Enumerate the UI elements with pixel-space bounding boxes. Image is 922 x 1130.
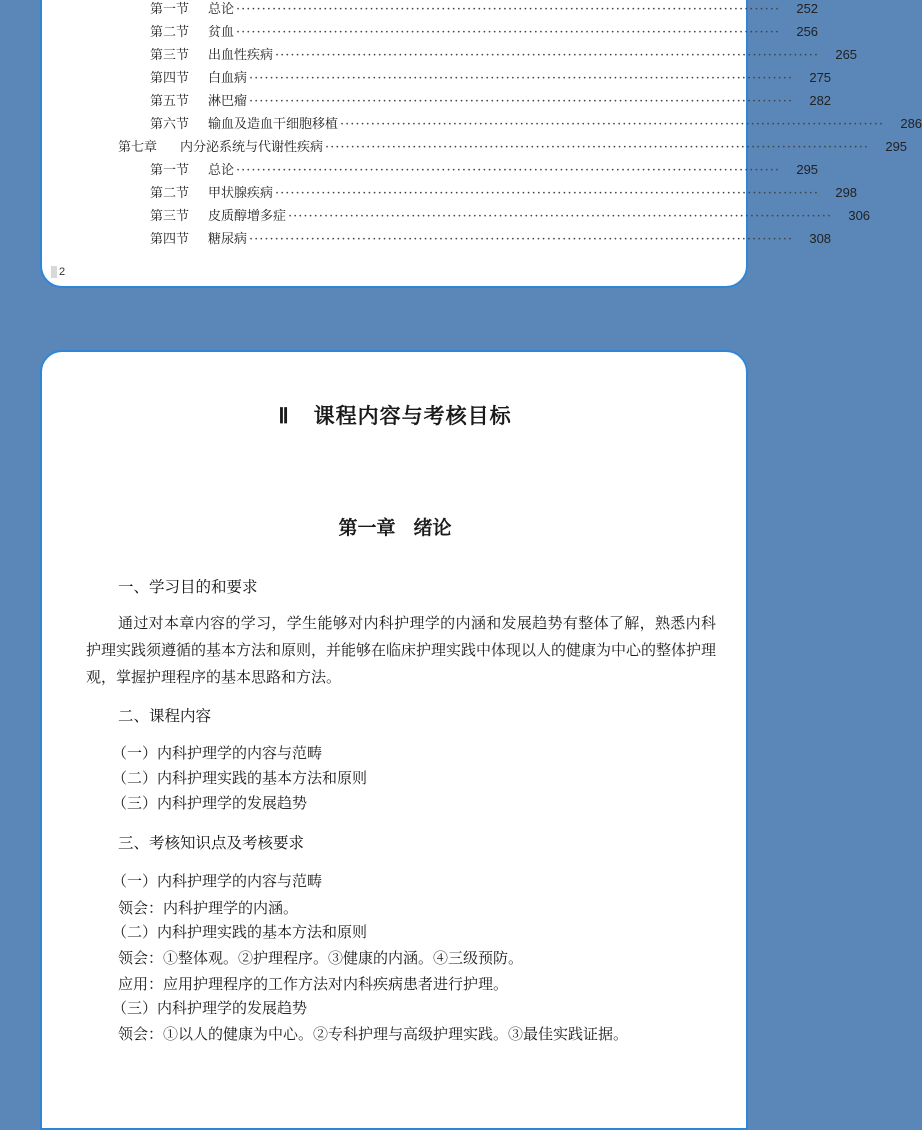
assessment-line: 领会：①整体观。②护理程序。③健康的内涵。④三级预防。 [118, 949, 524, 967]
toc-title: 糖尿病 [208, 232, 248, 247]
toc-number: 第七章 [118, 140, 158, 155]
toc-number: 第四节 [150, 232, 190, 247]
toc-leader-dots: ·········································································································· [275, 186, 820, 201]
toc-page: 286 [900, 116, 922, 131]
toc-leader-dots: ·········································································································· [236, 2, 781, 17]
toc-title: 出血性疾病 [208, 48, 274, 63]
page-number [51, 266, 65, 278]
toc-leader-dots: ·········································································································· [249, 94, 794, 109]
toc-page: 295 [885, 139, 908, 154]
toc-number: 第四节 [150, 71, 190, 86]
page-tab-marker [51, 266, 57, 278]
chapter-number: 第一章 [338, 517, 396, 539]
toc-number: 第二节 [150, 186, 190, 201]
toc-number: 第二节 [150, 25, 190, 40]
toc-leader-dots: ·········································································································· [288, 209, 833, 224]
section-heading: 二、课程内容 [118, 707, 212, 725]
toc-title: 甲状腺疾病 [208, 186, 274, 201]
toc-page: 308 [809, 231, 832, 246]
toc-page: 252 [796, 1, 819, 16]
toc-leader-dots: ·········································································································· [236, 25, 781, 40]
assessment-line: （一）内科护理学的内容与范畴 [112, 872, 323, 890]
toc-title: 皮质醇增多症 [208, 209, 287, 224]
toc-page: 275 [809, 70, 832, 85]
chapter-name: 绪论 [413, 517, 452, 539]
toc-row [150, 228, 832, 250]
toc-leader-dots: ·········································································································· [340, 117, 885, 132]
content-list-item: （三）内科护理学的发展趋势 [112, 794, 308, 812]
toc-row [150, 159, 819, 181]
toc-page: 298 [835, 185, 858, 200]
toc-row [150, 67, 832, 89]
toc-number: 第五节 [150, 94, 190, 109]
toc-title: 总论 [208, 163, 235, 178]
toc-number: 第六节 [150, 117, 190, 132]
toc-title: 总论 [208, 2, 235, 17]
assessment-line: （二）内科护理实践的基本方法和原则 [112, 923, 368, 941]
assessment-line: （三）内科护理学的发展趋势 [112, 999, 308, 1017]
toc-page: 256 [796, 24, 819, 39]
section-heading: 一、学习目的和要求 [118, 578, 258, 596]
toc-page: 295 [796, 162, 819, 177]
toc-row [150, 182, 858, 204]
toc-row [150, 205, 871, 227]
toc-row [150, 21, 819, 43]
toc-page: 265 [835, 47, 858, 62]
toc-page: 306 [848, 208, 871, 223]
toc-number: 第三节 [150, 209, 190, 224]
part-title [0, 400, 790, 430]
assessment-line: 领会：①以人的健康为中心。②专科护理与高级护理实践。③最佳实践证据。 [118, 1025, 629, 1043]
toc-page: 282 [809, 93, 832, 108]
chapter-title [0, 513, 790, 540]
toc-row [150, 90, 832, 112]
toc-leader-dots: ·········································································································· [236, 163, 781, 178]
toc-row [150, 44, 858, 66]
assessment-line: 领会：内科护理学的内涵。 [118, 899, 299, 917]
toc-title: 淋巴瘤 [208, 94, 248, 109]
toc-row [150, 113, 922, 135]
section-paragraph: 通过对本章内容的学习，学生能够对内科护理学的内涵和发展趋势有整体了解，熟悉内科护理实践须遵循的基本方法和原则，并能够在临床护理实践中体现以人的健康为中心的整体护理观，掌握护理程序的基本思路和方法。 [86, 614, 717, 686]
toc-leader-dots: ·········································································································· [275, 48, 820, 63]
content-list-item: （二）内科护理实践的基本方法和原则 [112, 769, 368, 787]
toc-title: 贫血 [208, 25, 235, 40]
section-heading: 三、考核知识点及考核要求 [118, 834, 305, 852]
toc-row [150, 0, 819, 20]
assessment-line: 应用：应用护理程序的工作方法对内科疾病患者进行护理。 [118, 975, 509, 993]
toc-title: 白血病 [208, 71, 248, 86]
toc-leader-dots: ·········································································································· [249, 71, 794, 86]
toc-title: 输血及造血干细胞移植 [208, 117, 339, 132]
part-numeral: Ⅱ [278, 404, 290, 428]
toc-leader-dots: ·········································································································· [249, 232, 794, 247]
page-number-text: 2 [59, 266, 66, 278]
toc-leader-dots: ·········································································································· [325, 140, 870, 155]
content-list-item: （一）内科护理学的内容与范畴 [112, 744, 323, 762]
toc-chapter-row [118, 136, 908, 158]
toc-number: 第一节 [150, 163, 190, 178]
part-title-text: 课程内容与考核目标 [313, 403, 512, 428]
toc-number: 第三节 [150, 48, 190, 63]
toc-title: 内分泌系统与代谢性疾病 [180, 140, 324, 155]
toc-number: 第一节 [150, 2, 190, 17]
